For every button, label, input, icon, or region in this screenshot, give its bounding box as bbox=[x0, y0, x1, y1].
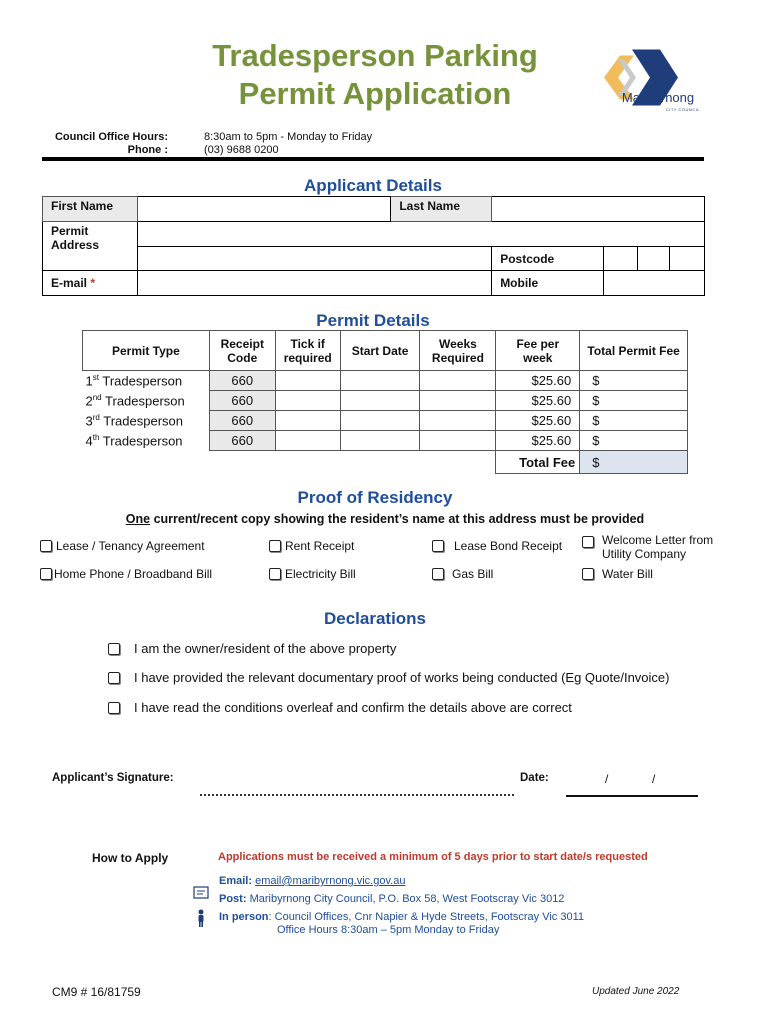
total-cell[interactable]: $ bbox=[580, 431, 688, 451]
office-hours-label: Council Office Hours: bbox=[54, 131, 168, 143]
tick-cell[interactable] bbox=[275, 391, 340, 411]
permit-address-field[interactable] bbox=[137, 222, 704, 247]
postcode-digit-3[interactable] bbox=[669, 247, 704, 271]
weeks-cell[interactable] bbox=[420, 371, 496, 391]
permit-type-cell: 3rd Tradesperson bbox=[85, 412, 183, 429]
first-name-field[interactable] bbox=[137, 197, 390, 222]
checkbox[interactable] bbox=[582, 536, 594, 548]
logo-wordmark: Maribyrnong bbox=[621, 90, 695, 105]
tick-cell[interactable] bbox=[275, 411, 340, 431]
postcode-label: Postcode bbox=[492, 247, 604, 271]
receipt-code-cell: 660 bbox=[209, 431, 275, 451]
proof-home-phone[interactable]: Home Phone / Broadband Bill bbox=[40, 567, 212, 581]
proof-electricity[interactable]: Electricity Bill bbox=[269, 567, 356, 581]
title-line-1: Tradesperson Parking bbox=[212, 38, 538, 73]
receipt-code-cell: 660 bbox=[209, 411, 275, 431]
last-name-label: Last Name bbox=[391, 197, 492, 222]
updated-date: Updated June 2022 bbox=[592, 986, 680, 997]
date-label: Date: bbox=[520, 772, 549, 784]
start-date-cell[interactable] bbox=[340, 371, 420, 391]
apply-in-person: In person: Council Offices, Cnr Napier & Hyde Streets, Footscray Vic 3011 bbox=[219, 911, 584, 923]
table-row bbox=[83, 431, 688, 451]
total-fee-value[interactable]: $ bbox=[580, 451, 688, 474]
apply-office-hours: Office Hours 8:30am – 5pm Monday to Friday bbox=[277, 924, 500, 936]
permit-address-field-line2[interactable] bbox=[137, 247, 491, 271]
table-row bbox=[83, 391, 688, 411]
signature-field[interactable] bbox=[200, 794, 514, 796]
start-date-cell[interactable] bbox=[340, 411, 420, 431]
permit-type-cell: 2nd Tradesperson bbox=[85, 392, 185, 409]
tick-cell[interactable] bbox=[275, 431, 340, 451]
col-fee-per-week: Fee per week bbox=[496, 331, 580, 371]
proof-lease-tenancy[interactable]: Lease / Tenancy Agreement bbox=[40, 539, 205, 553]
proof-welcome-letter[interactable]: Welcome Letter from Utility Company bbox=[582, 533, 732, 561]
proof-note-text: current/recent copy showing the resident’s name at this address must be provided bbox=[150, 512, 645, 526]
email-link[interactable]: email@maribyrnong.vic.gov.au bbox=[255, 875, 406, 887]
date-slash-1: / bbox=[605, 772, 609, 786]
declaration-owner[interactable]: I am the owner/resident of the above property bbox=[108, 641, 396, 656]
start-date-cell[interactable] bbox=[340, 391, 420, 411]
tick-cell[interactable] bbox=[275, 371, 340, 391]
proof-water[interactable]: Water Bill bbox=[582, 567, 653, 581]
checkbox[interactable] bbox=[582, 568, 594, 580]
email-label: E-mail * bbox=[43, 271, 138, 296]
checkbox[interactable] bbox=[108, 702, 120, 714]
weeks-cell[interactable] bbox=[420, 391, 496, 411]
table-row bbox=[83, 411, 688, 431]
title-line-2: Permit Application bbox=[238, 76, 512, 111]
col-permit-type: Permit Type bbox=[83, 331, 210, 371]
proof-of-residency-heading: Proof of Residency bbox=[297, 488, 453, 507]
receipt-code-cell: 660 bbox=[209, 371, 275, 391]
start-date-cell[interactable] bbox=[340, 431, 420, 451]
required-mark: * bbox=[90, 276, 96, 290]
declarations-heading: Declarations bbox=[323, 609, 427, 628]
fee-cell: $25.60 bbox=[496, 371, 580, 391]
fee-cell: $25.60 bbox=[496, 431, 580, 451]
fee-cell: $25.60 bbox=[496, 411, 580, 431]
receipt-code-cell: 660 bbox=[209, 391, 275, 411]
logo-subtitle: CITY COUNCIL bbox=[665, 107, 700, 112]
col-tick-if-required: Tick if required bbox=[275, 331, 340, 371]
checkbox[interactable] bbox=[40, 568, 52, 580]
checkbox[interactable] bbox=[108, 672, 120, 684]
weeks-cell[interactable] bbox=[420, 431, 496, 451]
applicant-details-heading: Applicant Details bbox=[304, 176, 442, 195]
checkbox[interactable] bbox=[40, 540, 52, 552]
document-reference: CM9 # 16/81759 bbox=[52, 985, 141, 999]
permit-details-table bbox=[82, 330, 688, 474]
permit-details-heading: Permit Details bbox=[316, 311, 430, 330]
page-title bbox=[150, 37, 600, 113]
col-start-date: Start Date bbox=[340, 331, 420, 371]
applicant-details-table bbox=[42, 196, 705, 296]
col-receipt-code: Receipt Code bbox=[209, 331, 275, 371]
how-to-apply-label: How to Apply bbox=[92, 851, 169, 865]
checkbox[interactable] bbox=[269, 540, 281, 552]
proof-rent-receipt[interactable]: Rent Receipt bbox=[269, 539, 354, 553]
header-rule bbox=[42, 157, 704, 161]
total-fee-label: Total Fee bbox=[496, 451, 580, 474]
apply-notice: Applications must be received a minimum of 5 days prior to start date/s requested bbox=[218, 851, 648, 863]
postcode-digit-1[interactable] bbox=[604, 247, 638, 271]
mail-icon bbox=[193, 886, 209, 900]
weeks-cell[interactable] bbox=[420, 411, 496, 431]
declaration-proof[interactable]: I have provided the relevant documentary proof of works being conducted (Eg Quote/Invoice) bbox=[108, 670, 669, 685]
proof-lease-bond[interactable]: Lease Bond Receipt bbox=[432, 539, 562, 553]
office-hours-value: 8:30am to 5pm - Monday to Friday bbox=[204, 131, 373, 143]
phone-label: Phone : bbox=[127, 144, 168, 156]
checkbox[interactable] bbox=[269, 568, 281, 580]
checkbox[interactable] bbox=[108, 643, 120, 655]
person-icon bbox=[195, 909, 207, 927]
total-cell[interactable]: $ bbox=[580, 391, 688, 411]
col-total-permit-fee: Total Permit Fee bbox=[580, 331, 688, 371]
mobile-field[interactable] bbox=[604, 271, 705, 296]
proof-note-emphasis: One bbox=[125, 512, 151, 526]
date-field[interactable] bbox=[566, 795, 698, 797]
last-name-field[interactable] bbox=[492, 197, 705, 222]
permit-type-cell: 1st Tradesperson bbox=[85, 373, 183, 389]
checkbox[interactable] bbox=[432, 540, 444, 552]
signature-label: Applicant’s Signature: bbox=[52, 772, 174, 784]
permit-type-cell: 4th Tradesperson bbox=[85, 432, 183, 449]
permit-address-label: Permit Address bbox=[43, 222, 138, 271]
apply-email: Email: email@maribyrnong.vic.gov.au bbox=[219, 875, 406, 887]
first-name-label: First Name bbox=[43, 197, 138, 222]
postcode-digit-2[interactable] bbox=[638, 247, 670, 271]
proof-gas[interactable]: Gas Bill bbox=[432, 567, 493, 581]
fee-cell: $25.60 bbox=[496, 391, 580, 411]
col-weeks-required: Weeks Required bbox=[420, 331, 496, 371]
apply-post: Post: Maribyrnong City Council, P.O. Box 58, West Footscray Vic 3012 bbox=[219, 893, 565, 905]
email-field[interactable] bbox=[137, 271, 491, 296]
checkbox[interactable] bbox=[432, 568, 444, 580]
declaration-conditions[interactable]: I have read the conditions overleaf and confirm the details above are correct bbox=[108, 700, 572, 715]
phone-value: (03) 9688 0200 bbox=[204, 144, 279, 156]
date-slash-2: / bbox=[652, 772, 656, 786]
total-cell[interactable]: $ bbox=[580, 411, 688, 431]
mobile-label: Mobile bbox=[492, 271, 604, 296]
table-row bbox=[83, 371, 688, 391]
proof-note bbox=[0, 512, 770, 526]
total-cell[interactable]: $ bbox=[580, 371, 688, 391]
